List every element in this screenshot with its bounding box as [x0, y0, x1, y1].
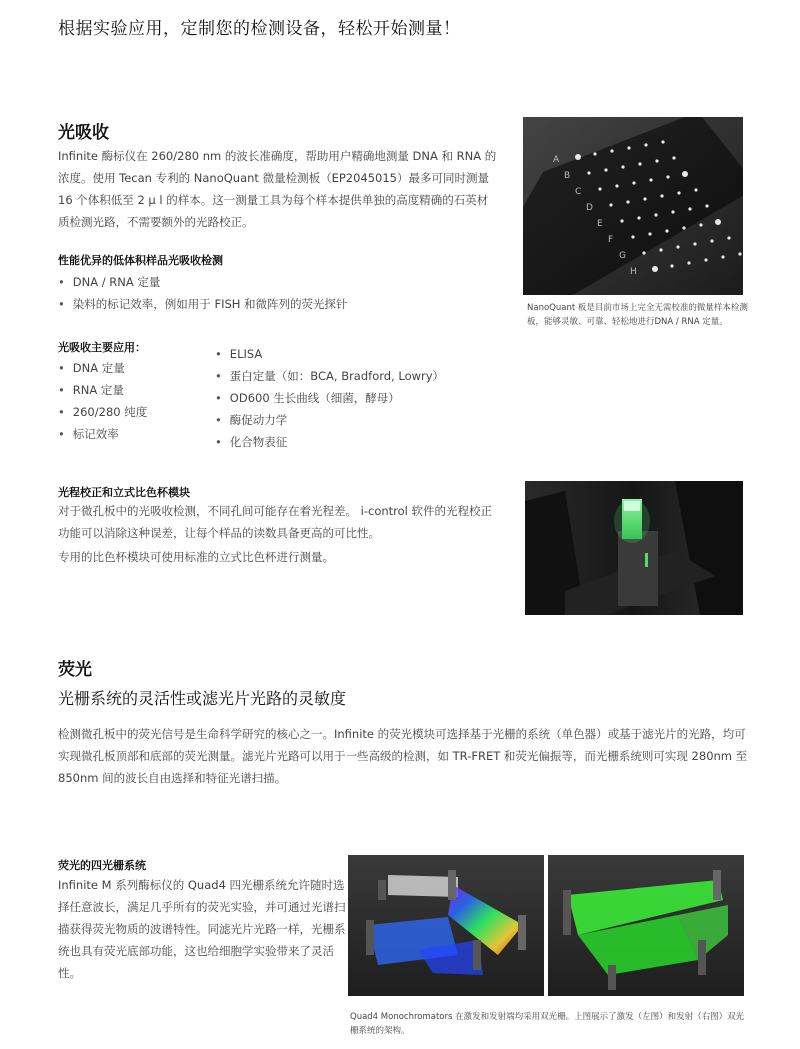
plate-well	[598, 187, 601, 190]
plate-well	[615, 184, 618, 187]
plate-well	[710, 239, 713, 242]
list-item: • 酶促动力学	[215, 409, 444, 431]
pathlength-heading: 光程校正和立式比色杯模块	[58, 486, 190, 499]
list-item: • 蛋白定量（如：BCA, Bradford, Lowry）	[215, 365, 444, 387]
cuvette-module-image	[525, 481, 743, 615]
fluorescence-intro: 检测微孔板中的荧光信号是生命科学研究的核心之一。Infinite 的荧光模块可选择基于光栅的系统（单色器）或基于滤光片的光路，均可实现微孔板顶部和底部的荧光测量。滤光片光路可以用于一些高级的检测，如 TR-FRET 和荧光偏振等，而光栅系统则可实现 280nm 至 850nm 间的波长自由选择和特征光谱扫描。	[58, 727, 748, 785]
page-header: 根据实验应用，定制您的检测设备，轻松开始测量！	[58, 19, 461, 39]
list-item: • 化合物表征	[215, 431, 444, 453]
fluorescence-subtitle: 光栅系统的灵活性或滤光片光路的灵敏度	[58, 689, 347, 708]
plate-well	[721, 255, 724, 258]
list-item: • 260/280 纯度	[58, 401, 147, 423]
excitation-monochromator-image	[348, 855, 544, 996]
pathlength-text-2: 专用的比色杯模块可使用标准的立式比色杯进行测量。	[58, 550, 334, 564]
plate-well	[637, 216, 640, 219]
plate-well	[687, 261, 690, 264]
plate-row-letter: H	[630, 267, 637, 277]
fluorescence-title: 荧光	[58, 660, 92, 680]
apps-list-left	[58, 357, 147, 445]
apps-list-right	[215, 343, 444, 453]
plate-well	[626, 200, 629, 203]
plate-well	[655, 159, 658, 162]
list-item: • 标记效率	[58, 423, 147, 445]
plate-well	[738, 252, 741, 255]
nanoquant-plate-image	[523, 117, 743, 295]
plate-well	[654, 213, 657, 216]
plate-well	[665, 229, 668, 232]
quad-heading: 荧光的四光栅系统	[58, 859, 146, 872]
list-item: • DNA 定量	[58, 357, 147, 379]
plate-well	[627, 146, 630, 149]
plate-row-letter: C	[575, 187, 582, 197]
plate-well	[587, 171, 590, 174]
list-item: • OD600 生长曲线（细菌，酵母）	[215, 387, 444, 409]
plate-well	[660, 194, 663, 197]
emission-monochromator-image	[548, 855, 744, 996]
plate-row-letter: E	[597, 219, 603, 229]
plate-well	[648, 232, 651, 235]
plate-well	[659, 248, 662, 251]
plate-row-letter: G	[619, 251, 626, 261]
plate-well	[699, 223, 702, 226]
plate-row-letter: A	[553, 155, 560, 165]
plate-well	[620, 219, 623, 222]
plate-well	[704, 258, 707, 261]
plate-well	[688, 207, 691, 210]
plate-well	[631, 235, 634, 238]
absorbance-intro: Infinite 酶标仪在 260/280 nm 的波长准确度，帮助用户精确地测量 DNA 和 RNA 的浓度。使用 Tecan 专利的 NanoQuant 微量检测板（EP2045015）最多可同时测量16 个体积低至 2 μ l 的样本。这一测量工具为每个样本提供单独的高度精确的石英材质检测光路，不需要额外的光路校正。	[58, 149, 497, 229]
plate-well	[610, 149, 613, 152]
monochromator-caption: Quad4 Monochromators 在激发和发射端均采用双光栅。上图展示了激发（左图）和发射（右图）双光栅系统的架构。	[350, 1012, 745, 1036]
plate-well	[677, 191, 680, 194]
plate-row-letter: D	[586, 203, 593, 213]
plate-well	[604, 168, 607, 171]
plate-well	[727, 236, 730, 239]
main-apps-heading: 光吸收主要应用：	[58, 341, 146, 354]
plate-well	[694, 188, 697, 191]
list-item: • 染料的标记效率，例如用于 FISH 和微阵列的荧光探针	[58, 293, 348, 315]
plate-well	[670, 264, 673, 267]
list-item: • ELISA	[215, 343, 444, 365]
list-item: • DNA / RNA 定量	[58, 271, 348, 293]
plate-well	[621, 165, 624, 168]
plate-well	[575, 154, 581, 160]
low-volume-heading: 性能优异的低体积样品光吸收检测	[58, 254, 223, 267]
list-item: • RNA 定量	[58, 379, 147, 401]
plate-well	[671, 210, 674, 213]
plate-well	[661, 140, 664, 143]
quad-text: Infinite M 系列酶标仪的 Quad4 四光栅系统允许随时选择任意波长，满足几乎所有的荧光实验，并可通过光谱扫描获得荧光物质的波谱特性。同滤光片光路一样，光栅系统也具有荧光底部功能，这也给细胞学实验带来了灵活性。	[58, 878, 346, 980]
plate-well	[632, 181, 635, 184]
plate-well	[642, 251, 645, 254]
plate-well	[715, 219, 721, 225]
plate-well	[649, 178, 652, 181]
plate-well	[609, 203, 612, 206]
plate-well	[666, 175, 669, 178]
plate-row-letter: F	[608, 235, 614, 245]
plate-well	[705, 204, 708, 207]
plate-well	[682, 171, 688, 177]
nanoquant-caption: NanoQuant 板是目前市场上完全无需校准的微量样本检测板，能够灵敏、可靠、轻松地进行DNA / RNA 定量。	[527, 303, 748, 327]
plate-well	[652, 266, 658, 272]
plate-well	[682, 226, 685, 229]
plate-well	[643, 197, 646, 200]
plate-well	[672, 156, 675, 159]
pathlength-text-1: 对于微孔板中的光吸收检测，不同孔间可能存在着光程差。 i-control 软件的光程校正功能可以消除这种误差，让每个样品的读数具备更高的可比性。	[58, 504, 493, 540]
plate-row-letter: B	[564, 171, 571, 181]
plate-well	[644, 143, 647, 146]
plate-well	[593, 152, 596, 155]
plate-well	[676, 245, 679, 248]
low-volume-list	[58, 271, 348, 315]
absorbance-title: 光吸收	[58, 123, 109, 143]
plate-well	[693, 242, 696, 245]
plate-well	[638, 162, 641, 165]
